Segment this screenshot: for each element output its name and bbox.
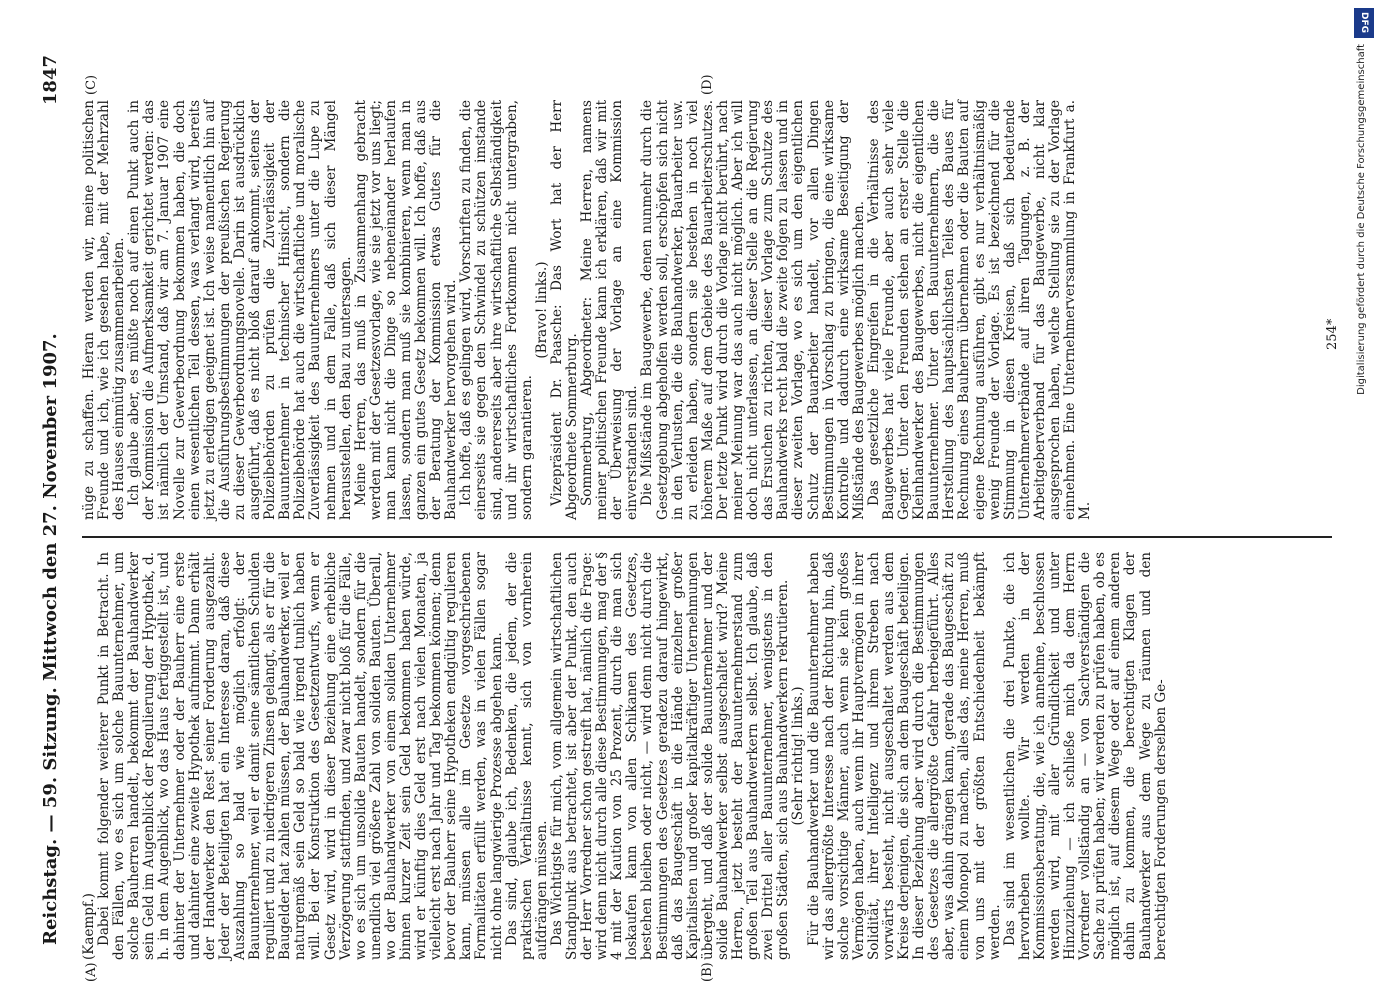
paragraph: Ich hoffe, daß es gelingen wird, Vorschriften zu finden, die einerseits sie gegen den Schwindel zu schützen imstande sind, andererseits aber ihre wirtschaftliche Selbständigkeit und ihr wirtschaftliches Fortkommen nicht untergraben, sondern garantieren. bbox=[458, 100, 535, 520]
paragraph: Das sind im wesentlichen die drei Punkte, die ich hervorheben wollte. Wir werden in der Kommissionsberatung, die, wie ich annehme, beschlossen werden wird, mit aller Gründlichkeit und unter Hinzuziehung — ich schließe mich da dem Herrn Vorredner vollständig an — von Sachverständigen die Sache zu prüfen haben; wir werden zu prüfen haben, ob es möglich ist, auf diesem Wege oder auf einem anderen dahin zu kommen, die berechtigten Klagen der Bauhandwerker aus dem Wege zu räumen und den berechtigten Forderungen derselben Ge- bbox=[1001, 552, 1169, 960]
paragraph: Die Mißstände im Baugewerbe, denen nunmehr durch die Gesetzgebung abgeholfen werden soll, erschöpfen sich nicht in den Verlusten, die die Bauhandwerker, Bauarbeiter usw. zu erleiden haben, sondern sie bestehen in noch viel höherem Maße auf dem Gebiete des Bauarbeiterschutzes. Der letzte Punkt wird durch die Vorlage nicht berührt, nach meiner Meinung war das auch nicht möglich. Aber ich will doch nicht unterlassen, an dieser Stelle an die Regierung das Ersuchen zu richten, dieser Vorlage zum Schutze des Bauhandwerks recht bald die zweite folgen zu lassen und in dieser zweiten Vorlage, wo es sich um den eigentlichen Schutz der Bauarbeiter handelt, vor allen Dingen Bestimmungen in Vorschlag zu bringen, die eine wirksame Kontrolle und dadurch eine wirksame Beseitigung der Mißstände des Baugewerbes möglich machen. bbox=[639, 100, 867, 520]
paragraph: Sommerburg, Abgeordneter: Meine Herren, namens meiner politischen Freunde kann ich erklären, daß wir mit der Überweisung der Vorlage an eine Kommission einverstanden sind. bbox=[579, 100, 641, 520]
column-divider bbox=[82, 536, 1332, 538]
speaker-announcement: Vizepräsident Dr. Paasche: Das Wort hat der Herr Abgeordnete Sommerburg. bbox=[548, 100, 580, 520]
margin-mark-a: (A) bbox=[84, 962, 99, 982]
column-right bbox=[82, 100, 1093, 520]
signature-mark: 254* bbox=[1325, 318, 1340, 350]
dfg-logo-icon: DFG bbox=[1354, 8, 1374, 38]
paragraph: Ich glaube aber, es müßte noch auf einen Punkt auch in der Kommission die Aufmerksamkeit gerichtet werden: das ist nämlich der Umstand, daß wir am 7. Januar 1907 eine Novelle zur Gewerbeordnung bekommen haben, die doch einen wesentlichen Teil dessen, was verlangt wird, bereits jetzt zu erledigen geeignet ist. Ich weise namentlich hin auf die Ausführungsbestimmungen der preußischen Regierung zu dieser Gewerbeordnungsnovelle. Darin ist ausdrücklich ausgeführt, daß es nicht bloß darauf ankommt, seitens der Polizeibehörden zu prüfen die Zuverlässigkeit der Bauunternehmer in technischer Hinsicht, sondern die Polizeibehörde hat auch die wirtschaftliche und moralische Zuverlässigkeit des Bauunternehmers unter die Lupe zu nehmen und in dem Falle, daß sich dieser Mängel herausstellen, den Bau zu untersagen. bbox=[126, 100, 354, 520]
paragraph: Das gesetzliche Eingreifen in die Verhältnisse des Baugewerbes hat viele Freunde, aber auch sehr viele Gegner. Unter den Freunden stehen an erster Stelle die Kleinhandwerker des Baugewerbes, nicht die eigentlichen Bauunternehmer. Unter den Bauunternehmern, die die Herstellung des hauptsächlichsten Teiles des Baues für Rechnung eines Bauherrn übernehmen oder die Bauten auf eigene Rechnung ausführen, gibt es nur verhältnismäßig wenig Freunde der Vorlage. Es ist bezeichnend für die Stimmung in diesen Kreisen, daß sich bedeutende Unternehmerverbände auf ihren Tagungen, z. B. der Arbeitgeberverband für das Baugewerbe, nicht klar ausgesprochen haben, welche Stellung sie zu der Vorlage einnehmen. Eine Unternehmerversammlung in Frankfurt a. M. bbox=[865, 100, 1094, 520]
paragraph: Dabei kommt folgender weiterer Punkt in Betracht. In den Fällen, wo es sich um solche Bauunternehmer, um solche Bauherren handelt, bekommt der Bauhandwerker sein Geld im Augenblick der Regulierung der Hypothek, d. h. in dem Augenblick, wo das Haus fertiggestellt ist, und dahinter der Unternehmer oder der Bauherr eine erste und dahinter eine zweite Hypothek aufnimmt. Dann erhält der Handwerker den Rest seiner Forderung ausgezahlt. Jeder der Beteiligten hat ein Interesse daran, daß diese Auszahlung so bald wie möglich erfolgt: der Bauunternehmer, weil er damit seine sämtlichen Schulden reguliert und zu niedrigeren Zinsen gelangt, als er für die Baugelder hat zahlen müssen, der Bauhandwerker, weil er naturgemäß sein Geld so bald wie irgend tunlich haben will. Bei der Konstruktion des Gesetzentwurfs, wenn er Gesetz wird, wird in dieser Beziehung eine erhebliche Verzögerung stattfinden, und zwar nicht bloß für die Fälle, wo es sich um unsolide Bauten handelt, sondern für die unendlich viel größere Zahl von soliden Bauten. Überall, wo der Bauhandwerker von einem soliden Unternehmer binnen kurzer Zeit sein Geld bekommen haben würde, wird er künftig dies Geld erst nach vielen Monaten, ja vielleicht erst nach Jahr und Tag bekommen können; denn bevor der Bauherr seine Hypotheken endgültig regulieren kann, müssen alle im Gesetze vorgeschriebenen Formalitäten erfüllt werden, was in vielen Fällen sogar nicht ohne langwierige Prozesse abgehen kann. bbox=[96, 552, 505, 960]
margin-mark-d: (D) bbox=[700, 74, 715, 95]
interjection: (Sehr richtig! links.) bbox=[790, 686, 807, 826]
paragraph: Das sind, glaube ich, Bedenken, die jedem, der die praktischen Verhältnisse kennt, sich von vornherein aufdrängen müssen. bbox=[503, 552, 550, 960]
margin-mark-b: (B) bbox=[700, 962, 715, 982]
paragraph: nüge zu schaffen. Hieran werden wir, meine politischen Freunde und ich, wie ich gesehen habe, mit der Mehrzahl des Hauses einmütig zusammenarbeiten. bbox=[81, 100, 128, 520]
column-left bbox=[82, 552, 1169, 960]
paragraph: Für die Bauhandwerker und die Bauunternehmer haben wir das allergrößte Interesse nach der Richtung hin, daß solche vorsichtige Männer, auch wenn sie kein großes Vermögen haben, auch wenn ihr Hauptvermögen in ihrer Solidität, ihrer Intelligenz und ihrem Streben nach vorwärts besteht, nicht ausgeschaltet werden aus dem Kreise derjenigen, die sich an dem Baugeschäft beteiligen. In dieser Beziehung aber wird durch die Bestimmungen des Gesetzes die allergrößte Gefahr herbeigeführt. Alles aber, was dahin drängen kann, gerade das Baugeschäft zu einem Monopol zu machen, alles das, meine Herren, muß von uns mit der größten Entschiedenheit bekämpft werden. bbox=[805, 552, 1003, 960]
header-title: Reichstag. — 59. Sitzung. Mittwoch den 27. November 1907. bbox=[40, 333, 61, 945]
page-number: 1847 bbox=[40, 55, 61, 106]
running-header bbox=[40, 55, 70, 945]
paragraph: Meine Herren, das muß in Zusammenhang gebracht werden mit der Gesetzesvorlage, wie sie jetzt vor uns liegt; man kann nicht die Dinge so nebeneinander herlaufen lassen, sondern man muß sie kombinieren, wenn man in ganzen ein gutes Gesetz bekommen will. Ich hoffe, daß aus der Beratung der Kommission etwas Gutes für die Bauhandwerker hervorgehen wird. bbox=[352, 100, 460, 520]
dfg-credit: Digitalisierung gefördert durch die Deutsche Forschungsgemeinschaft bbox=[1356, 44, 1367, 395]
speaker-tag: (Kaempf.) bbox=[81, 893, 97, 960]
margin-mark-c: (C) bbox=[84, 74, 99, 95]
paragraph: Das Wichtigste für mich, vom allgemein wirtschaftlichen Standpunkt aus betrachtet, ist aber der Punkt, den auch der Herr Vorredner schon gestreift hat, nämlich die Frage: wird denn nicht durch alle diese Bestimmungen, mag der § 4 mit der Kaution von 25 Prozent, durch die man sich loskaufen kann von allen Schikanen des Gesetzes, bestehen bleiben oder nicht, — wird denn nicht durch die Bestimmungen des Gesetzes geradezu darauf hingewirkt, daß das Baugeschäft in die Hände einzelner großer Kapitalisten und großer kapitalkräftiger Unternehmungen übergeht, und daß der solide Bauunternehmer und der solide Bauhandwerker selbst ausgeschaltet wird? Meine Herren, jetzt besteht der Bauunternehmerstand zum großen Teil aus Bauhandwerkern selbst. Ich glaube, daß zwei Drittel aller Bauunternehmer, wenigstens in den großen Städten, sich aus Bauhandwerkern rekrutieren. bbox=[548, 552, 792, 960]
interjection: (Bravo! links.) bbox=[533, 261, 550, 359]
